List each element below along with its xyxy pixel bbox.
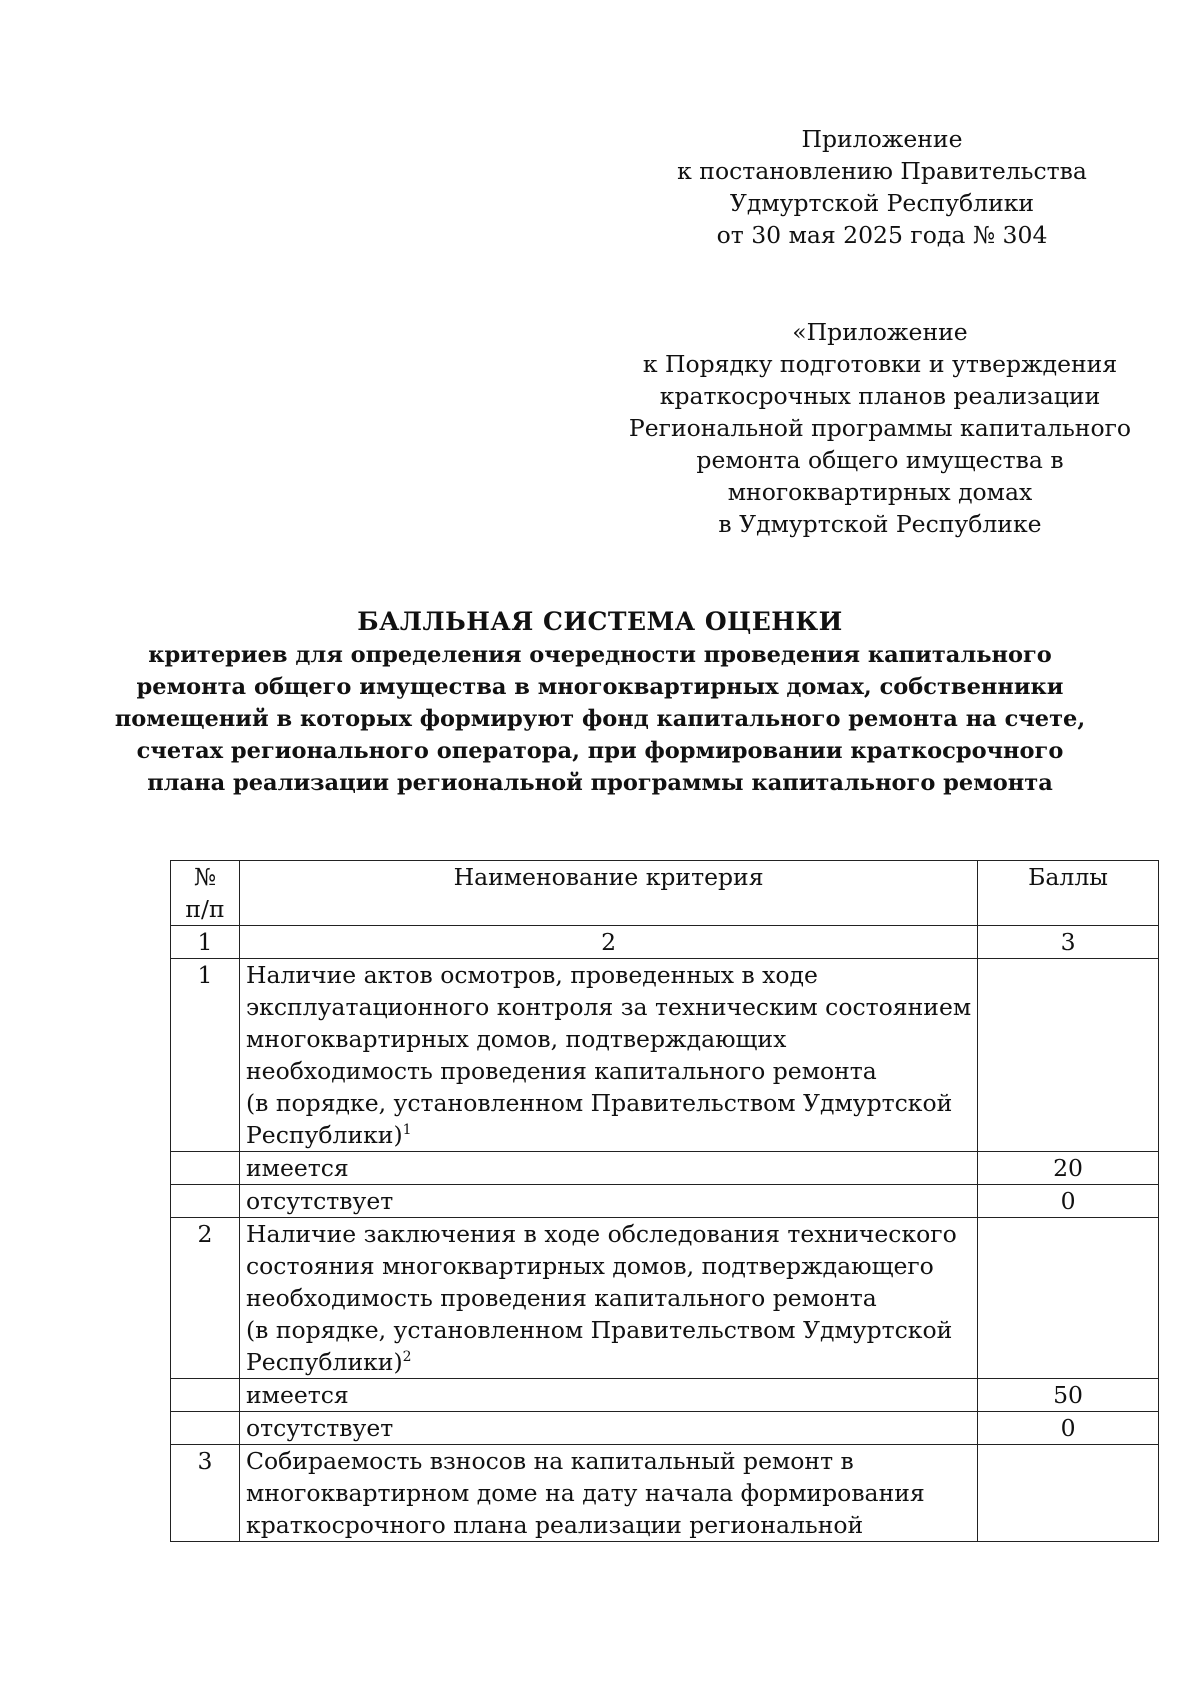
title-sub-line: помещений в которых формируют фонд капитального ремонта на счете,: [114, 706, 1086, 732]
criterion-points: [978, 1445, 1159, 1542]
header-points: Баллы: [978, 861, 1159, 926]
appendix-line: от 30 мая 2025 года № 304: [716, 221, 1048, 249]
table-header-row: [171, 861, 1159, 926]
criterion-name: Наличие актов осмотров, проведенных в ходе эксплуатационного контроля за техническим состоянием многоквартирных домов, подтверждающих необходимость проведения капитального ремонта (в порядке, установленном Правительством Удмуртской Республики)$^1$: [240, 959, 978, 1152]
title-sub-line: критериев для определения очередности проведения капитального: [148, 642, 1052, 668]
appendix-line: Удмуртской Республики: [729, 189, 1035, 217]
appendix-order-line: в Удмуртской Республике: [718, 510, 1042, 538]
option-label: имеется: [240, 1379, 978, 1412]
table-row: [171, 1445, 1159, 1542]
option-points: 0: [978, 1412, 1159, 1445]
table-row: [171, 1152, 1159, 1185]
table-row: [171, 959, 1159, 1152]
column-number: 1: [171, 926, 240, 959]
option-label: отсутствует: [240, 1185, 978, 1218]
appendix-header: [662, 123, 1102, 251]
footnote-mark: 1: [402, 1122, 412, 1139]
column-number-row: [171, 926, 1159, 959]
criterion-name: Наличие заключения в ходе обследования технического состояния многоквартирных домов, подтверждающего необходимость проведения капитального ремонта (в порядке, установленном Правительством Удмуртской Республики)$^2$: [240, 1218, 978, 1379]
title-main: БАЛЛЬНАЯ СИСТЕМА ОЦЕНКИ: [357, 607, 843, 636]
option-points: 20: [978, 1152, 1159, 1185]
appendix-line: Приложение: [801, 125, 963, 153]
criterion-number: 2: [171, 1218, 240, 1379]
appendix-order-line: к Порядку подготовки и утверждения: [642, 350, 1118, 378]
criterion-name: Собираемость взносов на капитальный ремонт в многоквартирном доме на дату начала формирования краткосрочного плана реализации региональной: [240, 1445, 978, 1542]
title-sub-line: плана реализации региональной программы капитального ремонта: [147, 770, 1053, 796]
table-row: [171, 1412, 1159, 1445]
option-label: имеется: [240, 1152, 978, 1185]
appendix-order-line: Региональной программы капитального: [628, 414, 1132, 442]
appendix-to-order-header: [620, 316, 1140, 540]
criterion-points: [978, 959, 1159, 1152]
table-row: [171, 1218, 1159, 1379]
table-row: [171, 1379, 1159, 1412]
header-num: № п/п: [171, 861, 240, 926]
appendix-order-line: «Приложение: [792, 318, 968, 346]
column-number: 3: [978, 926, 1159, 959]
appendix-order-line: ремонта общего имущества в: [696, 446, 1064, 474]
criteria-table: [170, 860, 1159, 1542]
criterion-number: 3: [171, 1445, 240, 1542]
table-row: [171, 1185, 1159, 1218]
column-number: 2: [240, 926, 978, 959]
appendix-order-line: краткосрочных планов реализации: [659, 382, 1101, 410]
document-title: [80, 605, 1120, 799]
option-points: 0: [978, 1185, 1159, 1218]
header-name: Наименование критерия: [240, 861, 978, 926]
title-sub-line: счетах регионального оператора, при формировании краткосрочного: [136, 738, 1064, 764]
appendix-order-line: многоквартирных домах: [727, 478, 1033, 506]
option-points: 50: [978, 1379, 1159, 1412]
criterion-number: 1: [171, 959, 240, 1152]
criterion-points: [978, 1218, 1159, 1379]
option-label: отсутствует: [240, 1412, 978, 1445]
appendix-line: к постановлению Правительства: [677, 157, 1087, 185]
title-sub-line: ремонта общего имущества в многоквартирных домах, собственники: [136, 674, 1064, 700]
footnote-mark: 2: [402, 1349, 412, 1366]
